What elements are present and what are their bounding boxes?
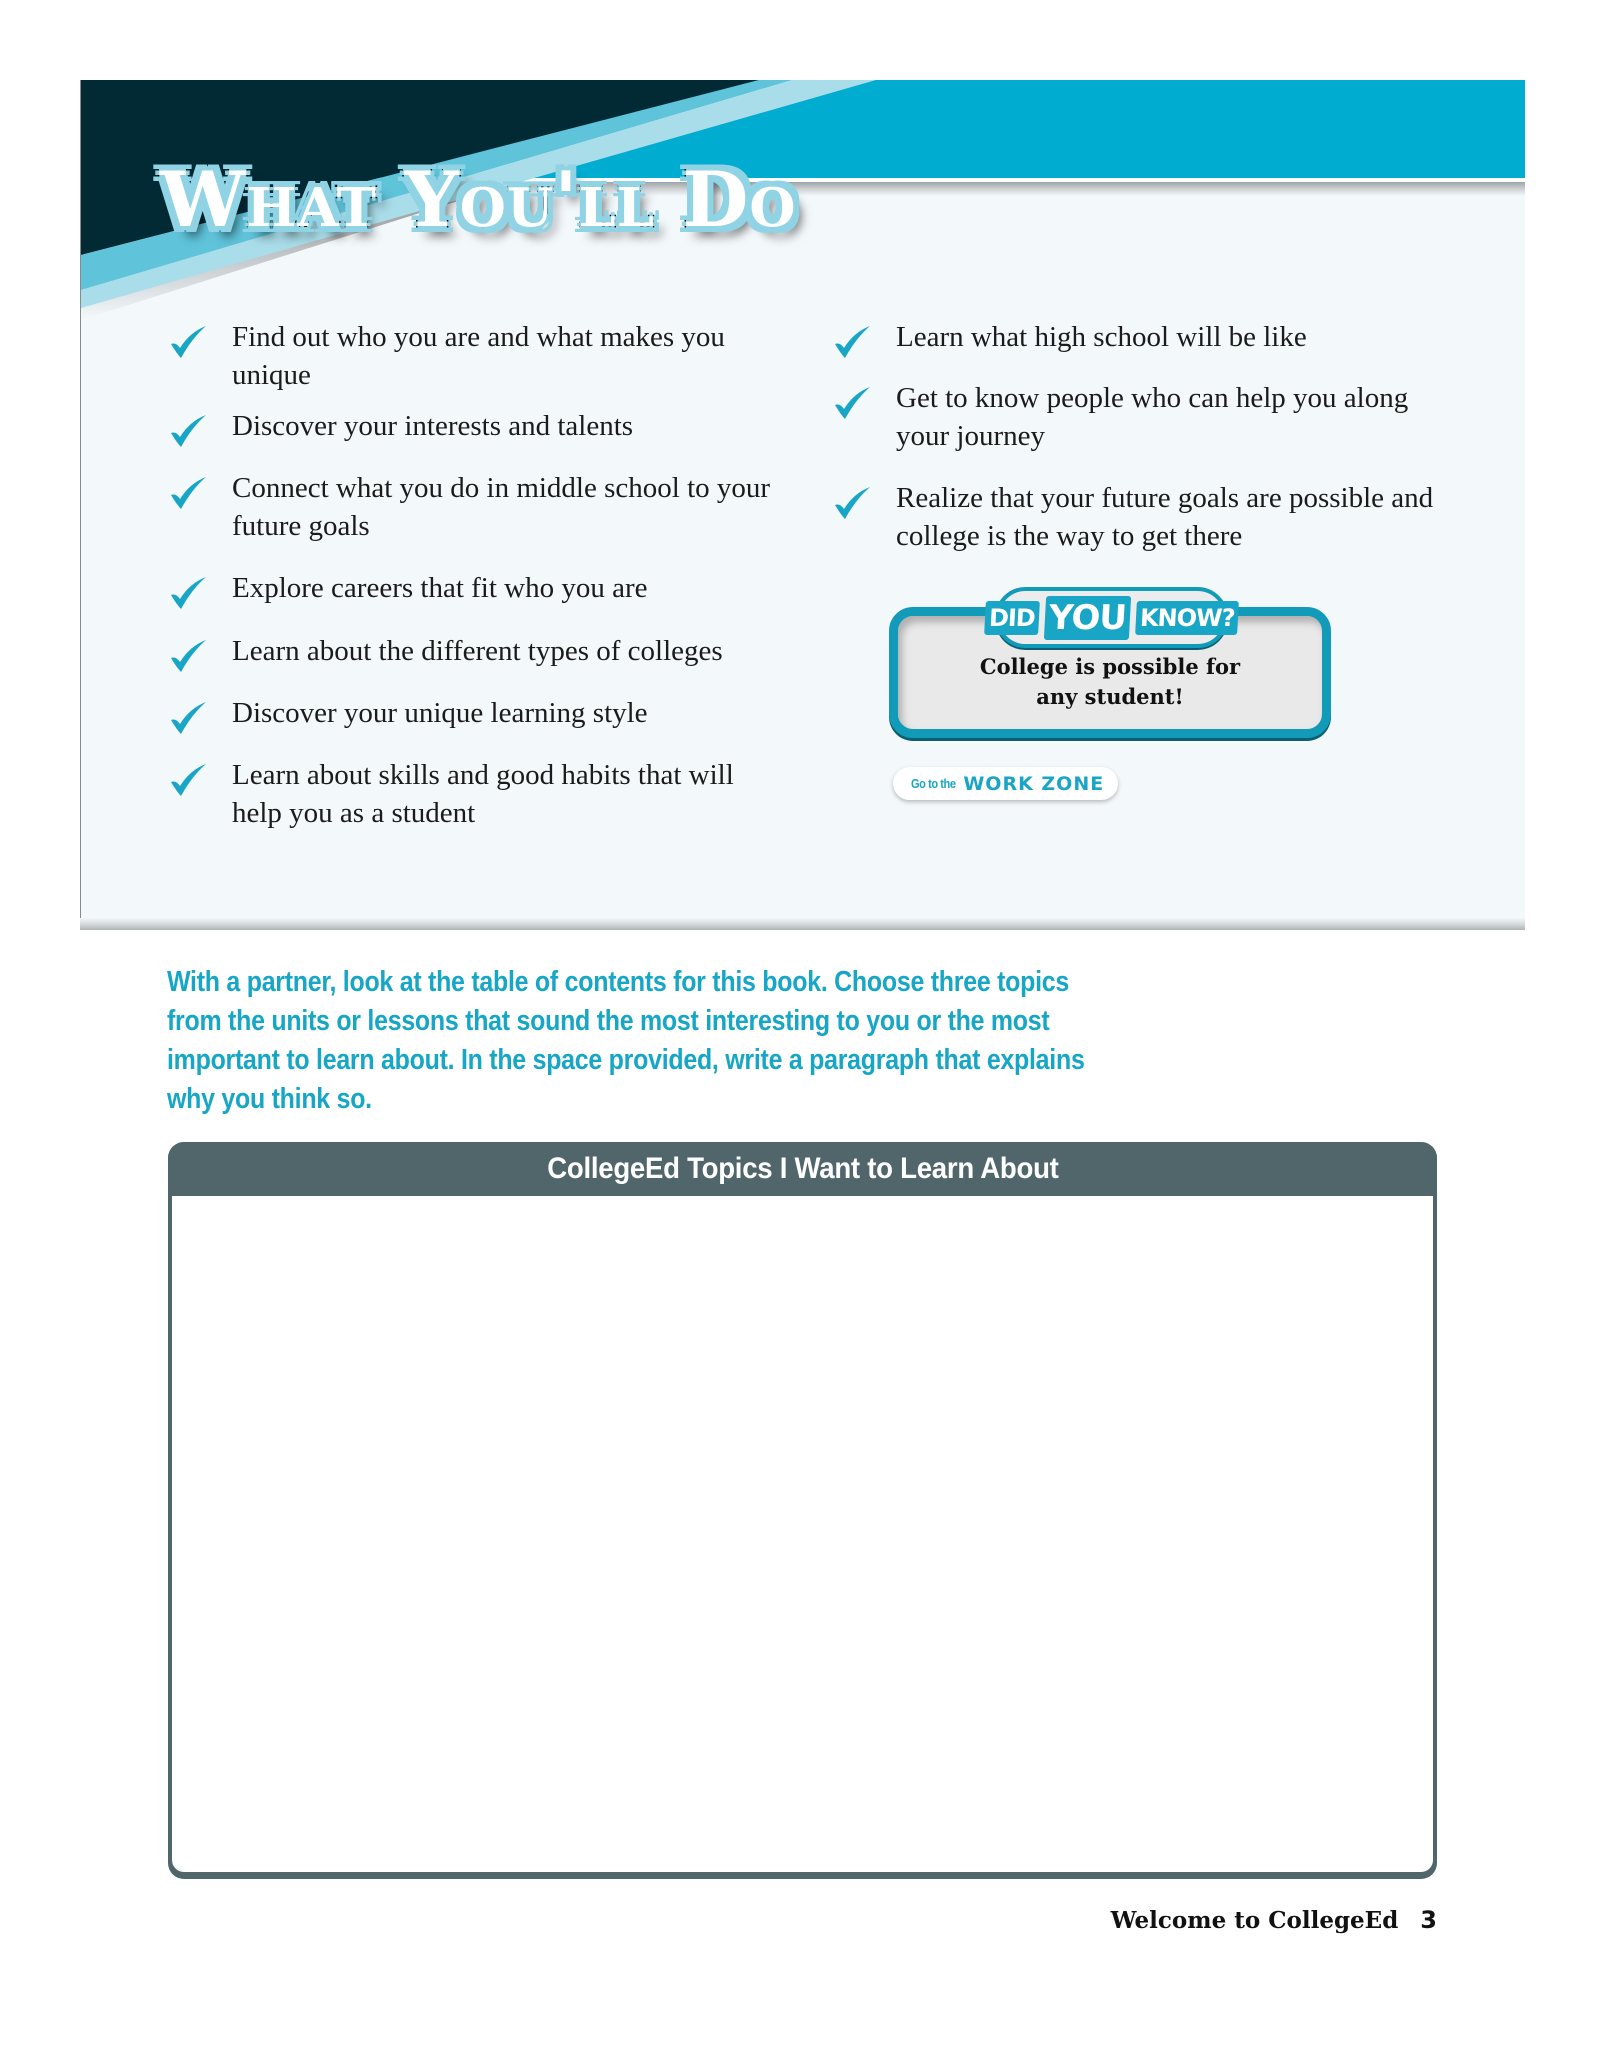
instruction-line: important to learn about. In the space provided, write a paragraph that explains: [167, 1044, 1085, 1076]
panel-bottom-shadow: [80, 918, 1525, 930]
checklist-item-text: Explore careers that fit who you are: [232, 572, 648, 604]
did-you-know-word: DID: [984, 601, 1040, 635]
check-mark-icon: [168, 638, 208, 674]
checklist-item-text: Learn about skills and good habits that will help you as a student: [232, 759, 734, 829]
checklist-right: [832, 318, 1452, 555]
writing-box-title: CollegeEd Topics I Want to Learn About: [546, 1152, 1059, 1185]
checklist-item-text: Discover your unique learning style: [232, 697, 648, 729]
did-you-know-word: YOU: [1044, 596, 1131, 640]
check-mark-icon: [832, 485, 872, 521]
did-you-know-line: any student!: [1036, 684, 1184, 709]
checklist-item-text: Discover your interests and talents: [232, 410, 634, 442]
writing-area-input[interactable]: [172, 1196, 1433, 1872]
check-mark-icon: [168, 324, 208, 360]
did-you-know-word: KNOW?: [1135, 601, 1239, 635]
instruction-line: from the units or lessons that sound the most interesting to you or the most: [167, 1005, 1050, 1037]
checklist-item: [832, 379, 1452, 455]
checklist-item-text: Get to know people who can help you along your journey: [896, 382, 1409, 452]
checklist-item: [168, 694, 778, 732]
check-mark-icon: [832, 324, 872, 360]
did-you-know-header: [988, 587, 1235, 648]
check-mark-icon: [168, 700, 208, 736]
check-mark-icon: [168, 575, 208, 611]
checklist-item: [168, 569, 778, 607]
instruction-line: why you think so.: [167, 1083, 372, 1115]
work-zone-prefix: Go to the: [910, 776, 956, 791]
work-zone-link[interactable]: [893, 767, 1118, 800]
activity-instructions: [167, 963, 1113, 1119]
check-mark-icon: [832, 385, 872, 421]
footer-section-title: Welcome to CollegeEd: [1110, 1907, 1399, 1934]
checklist-item-text: Connect what you do in middle school to your future goals: [232, 472, 771, 542]
did-you-know-line: College is possible for: [979, 654, 1241, 679]
checklist-item-text: Learn what high school will be like: [896, 321, 1307, 353]
page-title: What You'll Do: [160, 155, 797, 244]
checklist-item: [832, 318, 1452, 356]
checklist-item: [832, 479, 1452, 555]
check-mark-icon: [168, 413, 208, 449]
check-mark-icon: [168, 762, 208, 798]
checklist-item: [168, 756, 778, 832]
checklist-item: [168, 469, 778, 545]
checklist-item-text: Realize that your future goals are possible and college is the way to get there: [896, 482, 1434, 552]
check-mark-icon: [168, 475, 208, 511]
page-number: 3: [1420, 1906, 1437, 1934]
checklist-item-text: Find out who you are and what makes you unique: [232, 321, 725, 391]
page-footer: [1080, 1906, 1437, 1934]
checklist-item: [168, 407, 778, 445]
checklist-item: [168, 632, 778, 670]
writing-box-header: [168, 1142, 1437, 1196]
did-you-know-text: [889, 652, 1331, 712]
checklist-item: [168, 318, 778, 394]
checklist-item-text: Learn about the different types of colleges: [232, 635, 723, 667]
instruction-line: With a partner, look at the table of contents for this book. Choose three topics: [167, 966, 1070, 998]
checklist-left: [168, 318, 778, 832]
work-zone-label: WORK ZONE: [963, 772, 1105, 795]
